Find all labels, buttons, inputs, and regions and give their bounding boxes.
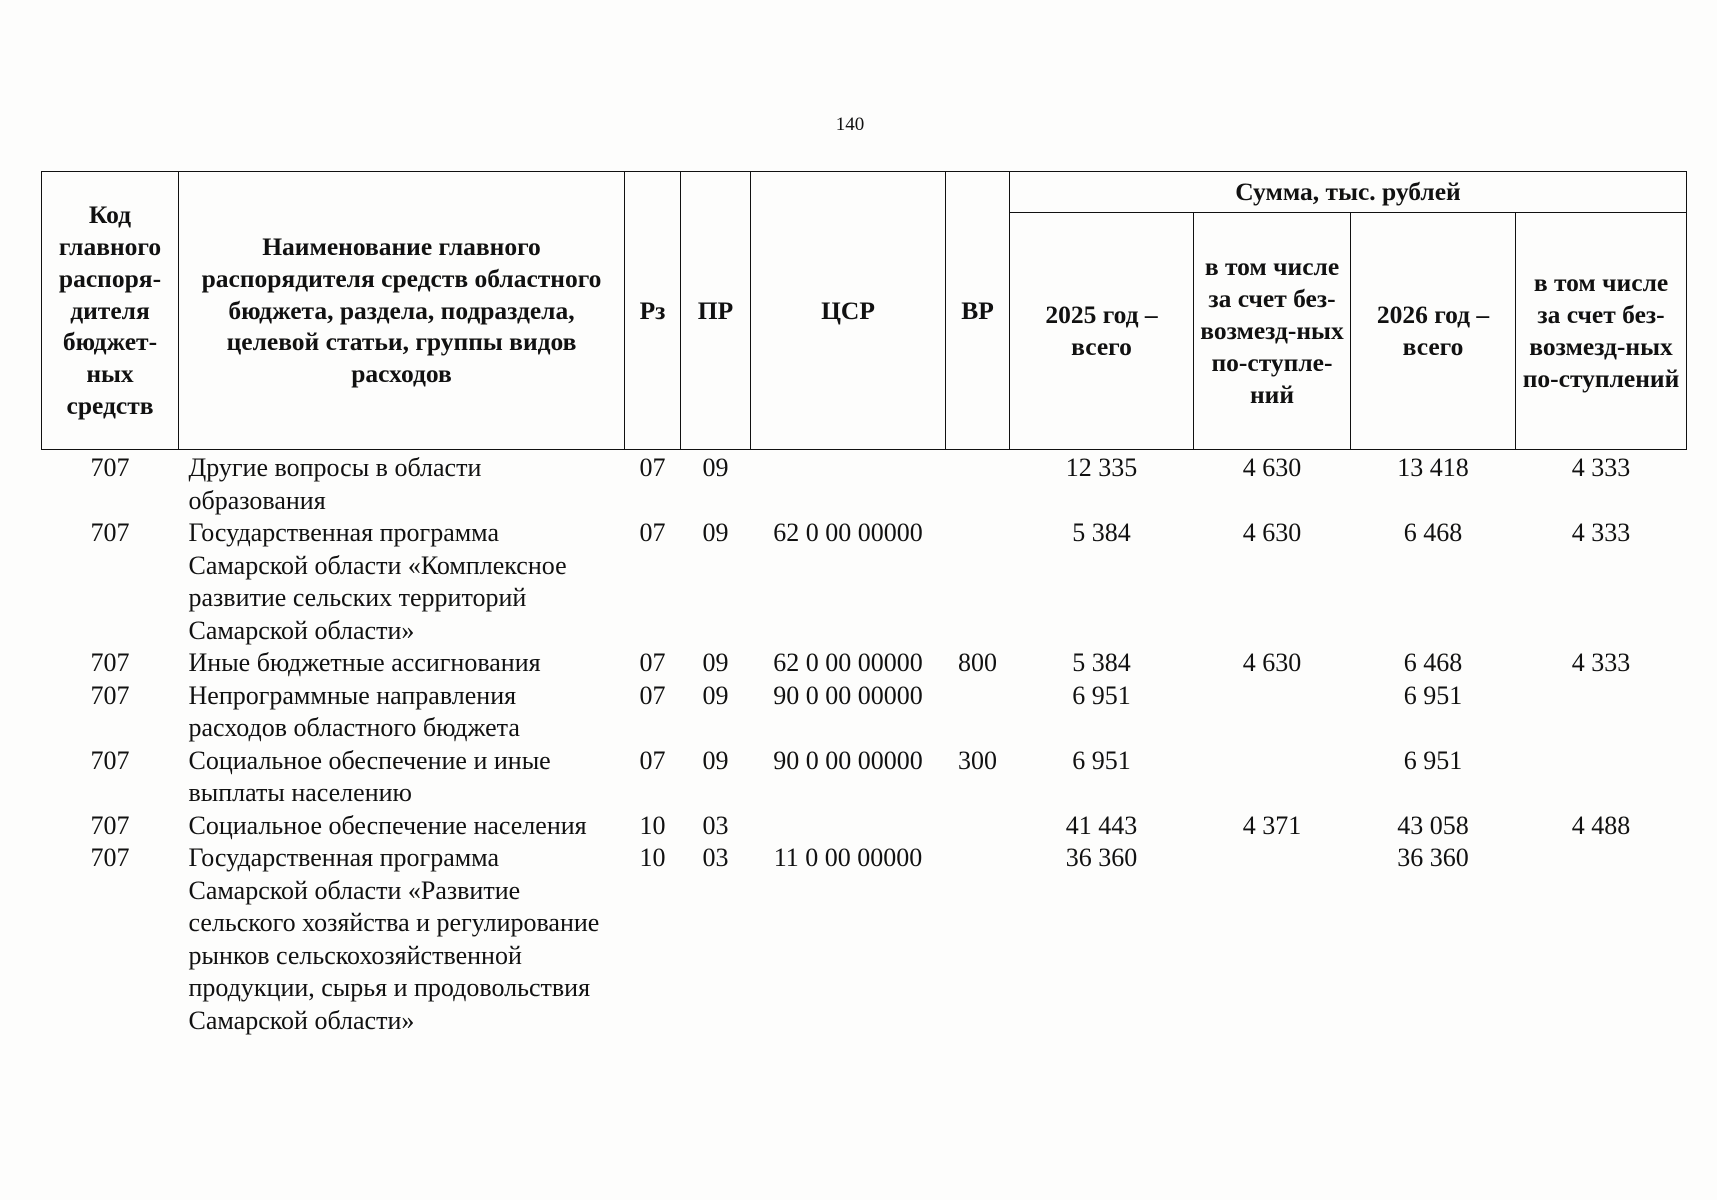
cell-rz: 07 xyxy=(639,518,666,547)
cell-2026-total: 6 951 xyxy=(1403,680,1463,710)
cell-rz: 07 xyxy=(639,680,666,710)
cell-name: Социальное обеспечение населения xyxy=(188,810,587,840)
cell-2025-total: 5 384 xyxy=(1072,518,1131,547)
cell-2025-total: 12 335 xyxy=(1065,453,1138,482)
cell-pr: 09 xyxy=(702,745,729,775)
cell-2026-grants xyxy=(1516,745,1687,810)
cell-2026-grants: 4 333 xyxy=(1571,648,1631,677)
cell-csr: 90 0 00 00000 xyxy=(773,680,923,710)
cell-name: Другие вопросы в области образования xyxy=(188,453,482,515)
cell-2026-grants xyxy=(1516,842,1687,1037)
cell-vr: 300 xyxy=(958,745,997,775)
cell-pr: 09 xyxy=(702,680,729,710)
cell-2026-total: 6 468 xyxy=(1403,648,1463,677)
cell-vr xyxy=(946,810,1010,843)
cell-vr xyxy=(946,517,1010,647)
cell-pr: 03 xyxy=(702,810,729,840)
cell-2025-grants: 4 630 xyxy=(1242,648,1302,677)
table-row xyxy=(42,450,1687,518)
cell-name: Непрограммные направления расходов областного бюджета xyxy=(188,680,520,742)
cell-rz: 07 xyxy=(639,745,666,775)
cell-code: 707 xyxy=(90,810,130,840)
cell-2026-total: 6 951 xyxy=(1403,745,1463,775)
table-row xyxy=(42,842,1687,1037)
cell-2025-grants: 4 371 xyxy=(1242,810,1302,840)
cell-csr xyxy=(751,450,946,518)
table-row xyxy=(42,810,1687,843)
cell-2025-total: 41 443 xyxy=(1065,810,1138,840)
header-name: Наименование главного распорядителя средств областного бюджета, раздела, подраздела, целевой статьи, группы видов расходов xyxy=(179,172,625,450)
cell-pr: 09 xyxy=(702,648,729,677)
cell-2025-total: 36 360 xyxy=(1065,843,1138,872)
cell-2025-grants xyxy=(1194,680,1351,745)
cell-2026-grants xyxy=(1516,680,1687,745)
cell-code: 707 xyxy=(90,453,130,482)
header-2025-total: 2025 год – всего xyxy=(1010,213,1194,450)
header-rz: Рз xyxy=(625,172,681,450)
cell-pr: 09 xyxy=(702,518,729,547)
header-2026-grants: в том числе за счет без-возмезд-ных по-ступлений xyxy=(1516,213,1687,450)
table-body xyxy=(42,450,1687,1038)
cell-2026-grants: 4 333 xyxy=(1571,453,1631,482)
cell-2025-grants: 4 630 xyxy=(1242,518,1302,547)
cell-2025-total: 6 951 xyxy=(1072,745,1131,775)
cell-rz: 07 xyxy=(639,453,666,482)
budget-table xyxy=(41,171,1687,1037)
cell-code: 707 xyxy=(90,648,130,677)
cell-name: Государственная программа Самарской области «Развитие сельского хозяйства и регулирование рынков сельскохозяйственной продукции, сырья и продовольствия Самарской области» xyxy=(188,843,600,1035)
cell-rz: 10 xyxy=(639,810,666,840)
header-2025-grants: в том числе за счет без-возмезд-ных по-ступле-ний xyxy=(1194,213,1351,450)
cell-csr xyxy=(751,810,946,843)
table-row xyxy=(42,745,1687,810)
cell-2025-total: 6 951 xyxy=(1072,680,1131,710)
page-number: 140 xyxy=(835,114,865,135)
cell-rz: 10 xyxy=(639,843,666,872)
cell-vr: 800 xyxy=(958,648,997,677)
table-header xyxy=(42,172,1687,450)
cell-vr xyxy=(946,450,1010,518)
cell-vr xyxy=(946,680,1010,745)
cell-2026-grants: 4 488 xyxy=(1571,810,1631,840)
cell-2026-grants: 4 333 xyxy=(1571,518,1631,547)
header-code: Код главного распоря-дителя бюджет-ных средств xyxy=(42,172,179,450)
table-row xyxy=(42,647,1687,680)
cell-name: Социальное обеспечение и иные выплаты населению xyxy=(188,745,551,807)
cell-csr: 62 0 00 00000 xyxy=(773,648,923,677)
cell-csr: 90 0 00 00000 xyxy=(773,745,923,775)
cell-code: 707 xyxy=(90,843,130,872)
cell-2025-total: 5 384 xyxy=(1072,648,1131,677)
cell-2026-total: 36 360 xyxy=(1397,843,1469,872)
cell-pr: 03 xyxy=(702,843,729,872)
header-vr: ВР xyxy=(946,172,1010,450)
cell-2025-grants xyxy=(1194,745,1351,810)
header-csr: ЦСР xyxy=(751,172,946,450)
cell-2026-total: 43 058 xyxy=(1397,810,1469,840)
cell-code: 707 xyxy=(90,518,130,547)
cell-rz: 07 xyxy=(639,648,666,677)
cell-2026-total: 13 418 xyxy=(1397,453,1469,482)
cell-csr: 62 0 00 00000 xyxy=(773,518,923,547)
cell-2025-grants xyxy=(1194,842,1351,1037)
table-row xyxy=(42,517,1687,647)
cell-csr: 11 0 00 00000 xyxy=(773,843,923,872)
header-pr: ПР xyxy=(681,172,751,450)
cell-2026-total: 6 468 xyxy=(1403,518,1463,547)
cell-pr: 09 xyxy=(702,453,729,482)
header-sum-group: Сумма, тыс. рублей xyxy=(1010,172,1687,213)
table-row xyxy=(42,680,1687,745)
cell-code: 707 xyxy=(90,680,130,710)
header-2026-total: 2026 год – всего xyxy=(1351,213,1516,450)
cell-vr xyxy=(946,842,1010,1037)
cell-2025-grants: 4 630 xyxy=(1242,453,1302,482)
cell-code: 707 xyxy=(90,745,130,775)
cell-name: Государственная программа Самарской области «Комплексное развитие сельских территорий Самарской области» xyxy=(188,518,567,645)
cell-name: Иные бюджетные ассигнования xyxy=(188,648,541,677)
